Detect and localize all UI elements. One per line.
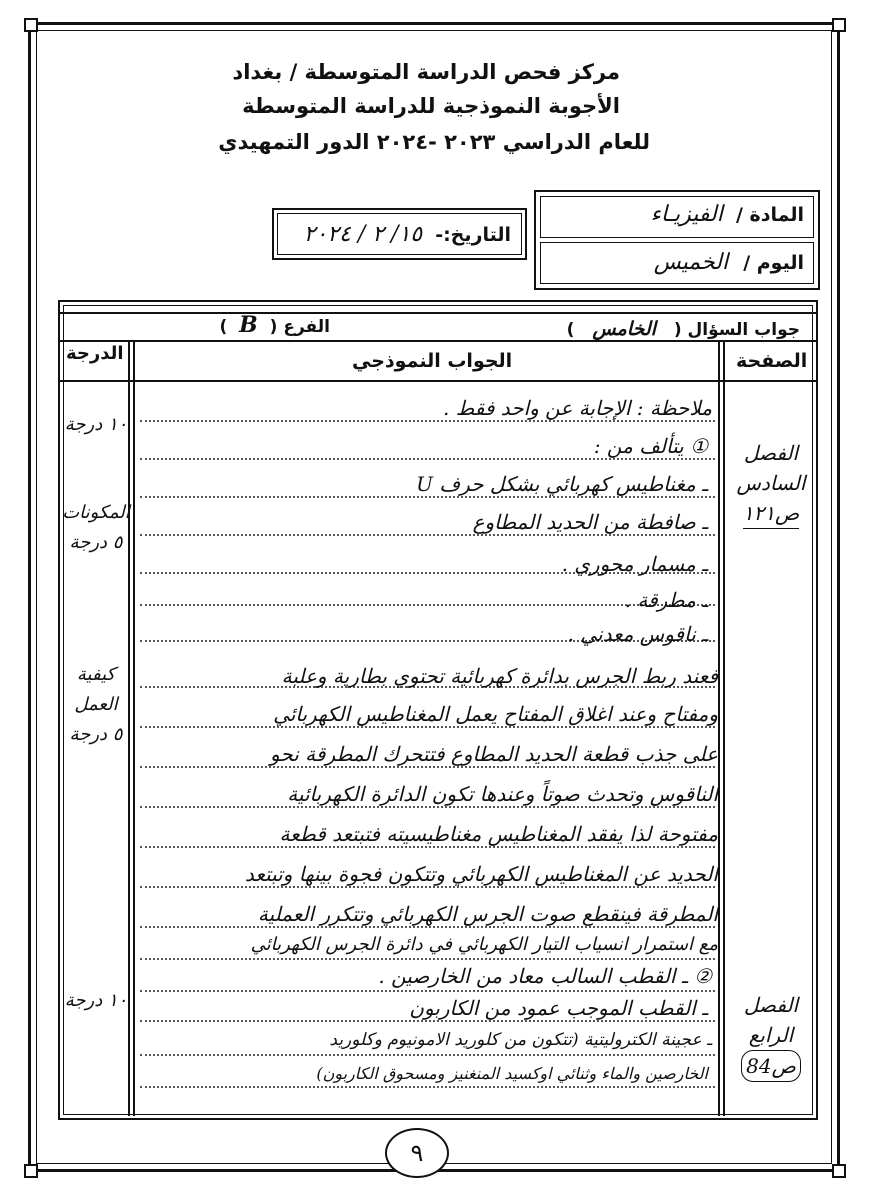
answer-line: ① يتألف من : xyxy=(593,434,708,458)
question-heading xyxy=(567,318,800,340)
question-label: جواب السؤال ( xyxy=(673,320,800,340)
subject-field xyxy=(651,202,804,227)
day-value: الخميس xyxy=(653,250,729,275)
grade-1: ١٠ درجة xyxy=(64,414,128,435)
answer-line: فعند ربط الجرس بدائرة كهربائية تحتوي بطارية وعلبة xyxy=(281,664,718,688)
page-ref-1: الفصل السادس ص١٢١ xyxy=(728,438,814,529)
question-number: الخامس xyxy=(592,318,656,340)
branch-value: B xyxy=(239,312,258,338)
corner-mark xyxy=(832,1164,846,1178)
date-field xyxy=(304,222,511,247)
grade-3: كيفية العمل ٥ درجة xyxy=(69,664,123,745)
answer-line: ـ مطرقة . xyxy=(624,588,708,612)
answer-line: ومفتاح وعند اغلاق المفتاح يعمل المغناطيس الكهربائي xyxy=(273,702,718,726)
subject-label: المادة / xyxy=(735,204,804,226)
corner-mark xyxy=(832,18,846,32)
header-year: للعام الدراسي ٢٠٢٣ -٢٠٢٤ الدور التمهيدي xyxy=(218,130,650,154)
answer-line: ـ مغناطيس كهربائي بشكل حرف U xyxy=(416,472,708,496)
answer-line: ملاحظة : الإجابة عن واحد فقط . xyxy=(443,396,712,420)
day-field xyxy=(654,250,804,275)
answer-line: على جذب قطعة الحديد المطاوع فتتحرك المطرقة نحو xyxy=(270,742,718,766)
answer-line: الناقوس وتحدث صوتاً وعندها تكون الدائرة الكهربائية xyxy=(287,782,718,806)
answer-line: الخارصين والماء وثنائي اوكسيد المنغنيز ومسحوق الكاربون) xyxy=(316,1064,708,1083)
subject-day-box xyxy=(534,190,820,290)
day-label: اليوم / xyxy=(743,252,804,274)
col-answer-header: الجواب النموذجي xyxy=(352,350,513,372)
branch-close: ) xyxy=(219,317,228,337)
answer-line: ـ القطب الموجب عمود من الكاربون xyxy=(409,996,708,1020)
date-label: التاريخ:- xyxy=(435,224,511,246)
answer-line: ـ عجينة الكتروليتية (تتكون من كلوريد الامونيوم وكلوريد xyxy=(329,1030,712,1050)
grade-4: ١٠ درجة xyxy=(64,990,128,1011)
answer-line: ـ صافطة من الحديد المطاوع xyxy=(472,510,708,534)
col-page-header: الصفحة xyxy=(736,350,808,372)
question-close: ) xyxy=(566,320,575,340)
page-ref-2: الفصل الرابع ص84 xyxy=(728,990,814,1082)
answer-line: ② ـ القطب السالب معاد من الخارصين . xyxy=(378,964,712,988)
branch-heading xyxy=(219,312,330,338)
corner-mark xyxy=(24,18,38,32)
answer-line: المطرقة فينقطع صوت الجرس الكهربائي وتتكرر العملية xyxy=(257,902,718,926)
col-grade-header: الدرجة xyxy=(66,343,124,364)
subject-value: الفيزيـاء xyxy=(650,202,723,227)
corner-mark xyxy=(24,1164,38,1178)
date-box xyxy=(272,208,527,260)
answer-line: ـ ناقوس معدني . xyxy=(567,622,708,646)
page-number: ٩ xyxy=(385,1128,449,1178)
answer-line: مفتوحة لذا يفقد المغناطيس مغناطيسيته فتبتعد قطعة xyxy=(279,822,718,846)
answer-line: مع استمرار انسياب التيار الكهربائي في دائرة الجرس الكهربائي xyxy=(250,934,718,955)
answer-line: الحديد عن المغناطيس الكهربائي وتتكون فجوة بينها وتبتعد xyxy=(244,862,718,886)
branch-label: الفرع ( xyxy=(269,317,330,337)
date-value: ١٥/ ٢ / ٢٠٢٤ xyxy=(303,222,423,247)
header-center: مركز فحص الدراسة المتوسطة / بغداد xyxy=(232,60,620,84)
answer-line: ـ مسمار محوري . xyxy=(561,552,708,576)
grade-2: المكونات ٥ درجة xyxy=(62,502,130,553)
header-title: الأجوبة النموذجية للدراسة المتوسطة xyxy=(242,94,620,118)
